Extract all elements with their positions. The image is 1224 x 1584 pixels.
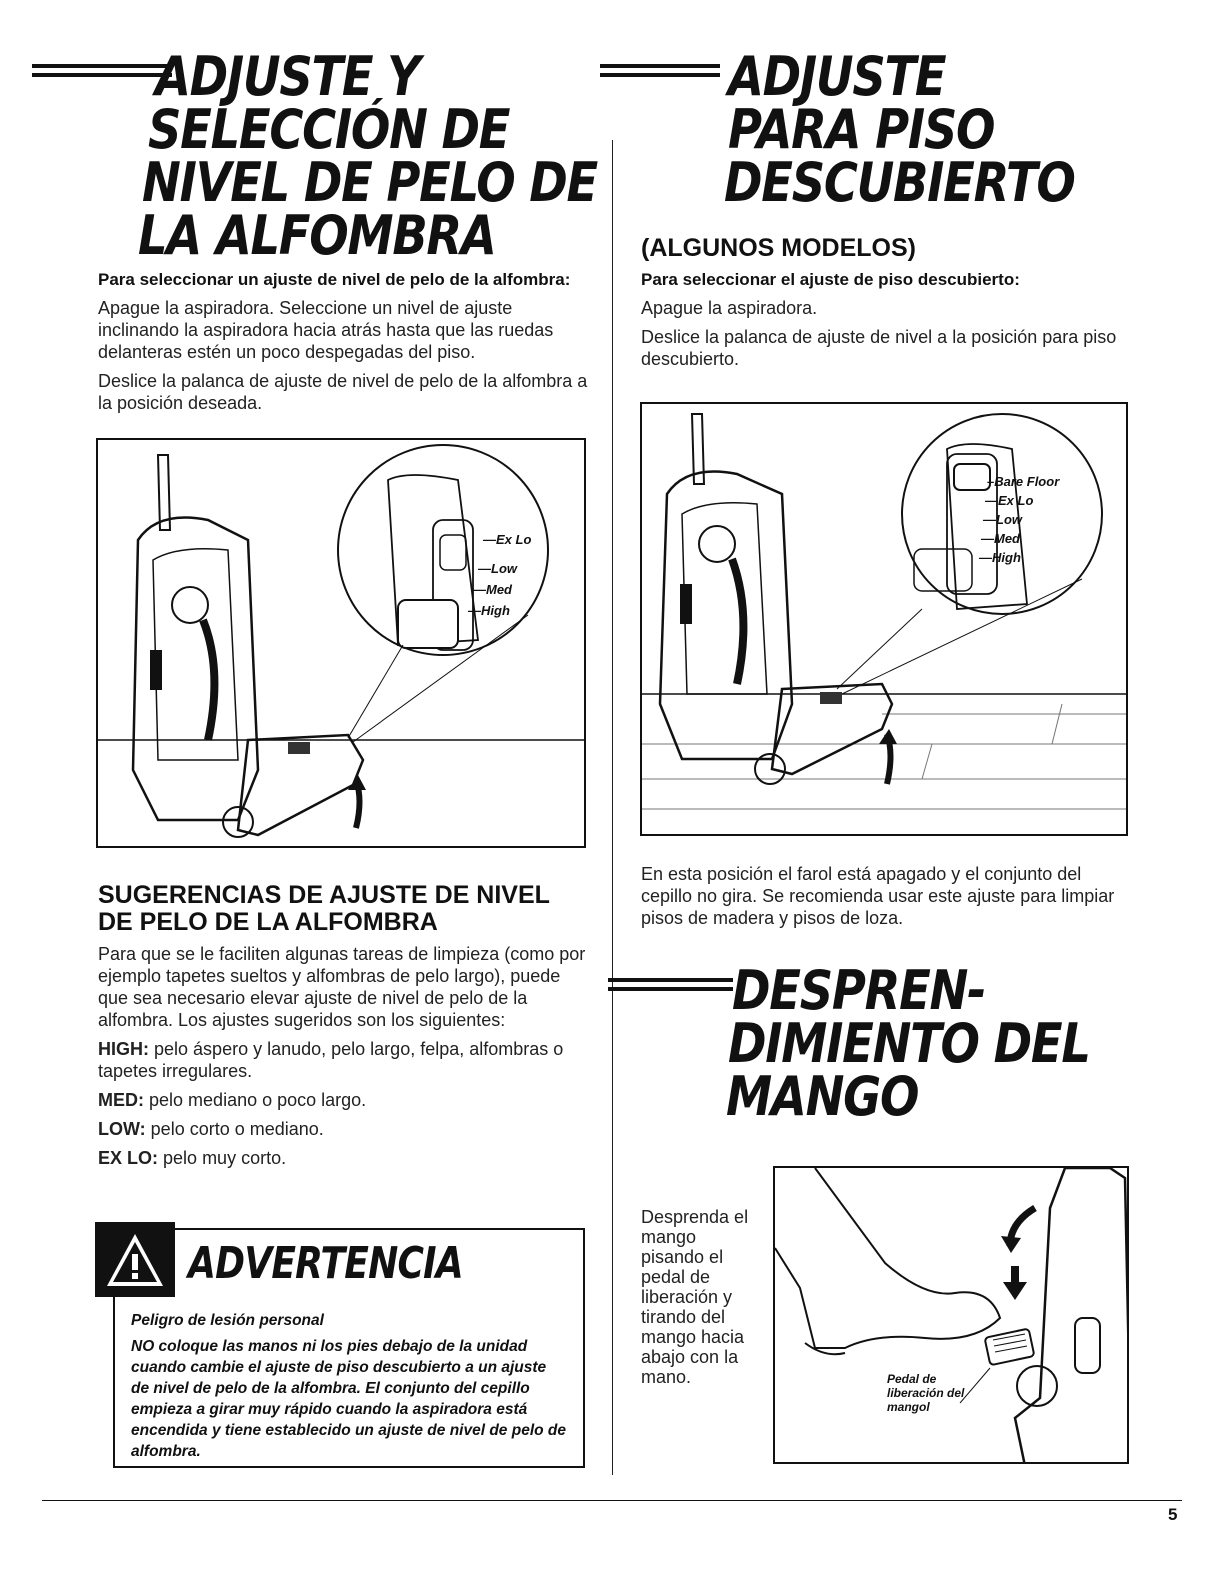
title-line: ADJUSTE	[728, 45, 946, 108]
instructions-lead: Para seleccionar el ajuste de piso descubierto:	[641, 270, 1020, 289]
setting-text: pelo muy corto.	[163, 1148, 287, 1168]
lever-labels: —Ex Lo —Low —Med —High	[468, 532, 532, 618]
title-line: LA ALFOMBRA	[138, 204, 496, 267]
instruction-paragraph: Deslice la palanca de ajuste de nivel de pelo de la alfombra a la posición deseada.	[98, 371, 588, 413]
bare-floor-heading	[608, 45, 1148, 214]
footer-rule	[42, 1500, 1182, 1501]
warning-title: ADVERTENCIA	[188, 1238, 463, 1289]
setting-text: pelo mediano o poco largo.	[149, 1090, 367, 1110]
carpet-height-heading	[40, 45, 597, 267]
instructions-lead: Para seleccionar un ajuste de nivel de pelo de la alfombra:	[98, 270, 571, 289]
setting-suggestion	[98, 1089, 586, 1111]
title-line: PARA PISO	[728, 98, 995, 161]
setting-key: MED:	[98, 1090, 144, 1110]
setting-label: Low	[996, 512, 1022, 527]
setting-label: High	[992, 550, 1021, 565]
setting-key: EX LO:	[98, 1148, 159, 1168]
setting-label: Ex Lo	[496, 532, 532, 547]
setting-key: LOW:	[98, 1119, 146, 1139]
title-line: NIVEL DE PELO DE	[142, 151, 597, 214]
instruction-paragraph: Deslice la palanca de ajuste de nivel a la posición para piso descubierto.	[641, 327, 1117, 369]
bare-floor-illustration	[640, 402, 1128, 836]
pedal-illustration	[773, 1166, 1129, 1464]
suggestions-title: SUGERENCIAS DE AJUSTE DE NIVEL DE PELO DE LA ALFOMBRA	[98, 881, 550, 936]
bare-floor-note: En esta posición el farol está apagado y el conjunto del cepillo no gira. Se recomienda usar este ajuste para limpiar pisos de madera y pisos de loza.	[641, 864, 1115, 928]
heading-bars	[608, 978, 733, 996]
warning-subtitle: Peligro de lesión personal	[131, 1312, 324, 1329]
foot-pedal-drawing	[775, 1168, 1129, 1464]
title-line: DESCUBIERTO	[724, 151, 1075, 214]
title-line: SELECCIÓN DE	[148, 98, 510, 161]
handle-release-text: Desprenda el mango pisando el pedal de liberación y tirando del mango hacia abajo con la mano.	[641, 1207, 749, 1387]
setting-suggestion	[98, 1118, 586, 1140]
handle-release-heading	[608, 959, 1148, 1128]
title-line: ADJUSTE Y	[155, 45, 420, 108]
left-column	[40, 45, 597, 414]
setting-label: Med	[994, 531, 1020, 546]
warning-triangle-icon	[95, 1222, 175, 1297]
carpet-height-illustration	[96, 438, 586, 848]
setting-label: Med	[486, 582, 512, 597]
warning-body	[131, 1310, 567, 1462]
setting-text: pelo corto o mediano.	[150, 1119, 324, 1139]
setting-label: High	[481, 603, 510, 618]
setting-suggestion	[98, 1038, 586, 1082]
heading-bars	[32, 64, 172, 82]
instruction-paragraph: Apague la aspiradora. Seleccione un nivel de ajuste inclinando la aspiradora hacia atrás hasta que las ruedas delanteras estén un poco despegadas del piso.	[98, 298, 554, 362]
title-line: DESPREN-	[732, 959, 986, 1022]
title-line: DIMIENTO DEL	[728, 1012, 1090, 1075]
suggestions-intro: Para que se le faciliten algunas tareas de limpieza (como por ejemplo tapetes sueltos y alfombras de pelo largo), puede que sea necesario elevar ajuste de nivel de pelo de la alfombra. Los ajustes sugeridos son los siguientes:	[98, 944, 586, 1030]
models-note: (ALGUNOS MODELOS)	[641, 234, 916, 262]
instruction-paragraph: Apague la aspiradora.	[641, 298, 818, 318]
setting-suggestion	[98, 1147, 586, 1169]
right-column	[608, 45, 1148, 370]
title-line: MANGO	[726, 1065, 919, 1128]
vacuum-drawing	[98, 440, 586, 848]
lever-labels: –Bare Floor —Ex Lo —Low —Med —High	[979, 474, 1060, 565]
warning-flag	[95, 1222, 175, 1297]
setting-label: Low	[491, 561, 517, 576]
setting-label: Bare Floor	[994, 474, 1060, 489]
vacuum-drawing	[642, 404, 1128, 836]
suggestions-section	[98, 872, 586, 1169]
page-number: 5	[1168, 1505, 1178, 1524]
heading-bars	[600, 64, 720, 82]
warning-text: NO coloque las manos ni los pies debajo de la unidad cuando cambie el ajuste de piso descubierto a un ajuste de nivel de pelo de la alfombra. El conjunto del cepillo empieza a girar muy rápido cuando la aspiradora está encendida y tiene establecido un ajuste de nivel de pelo de alfombra.	[131, 1338, 566, 1460]
pedal-label: Pedal de liberación del mangol	[887, 1372, 965, 1414]
setting-text: pelo áspero y lanudo, pelo largo, felpa, alfombras o tapetes irregulares.	[98, 1039, 564, 1081]
setting-label: Ex Lo	[998, 493, 1034, 508]
setting-key: HIGH:	[98, 1039, 149, 1059]
